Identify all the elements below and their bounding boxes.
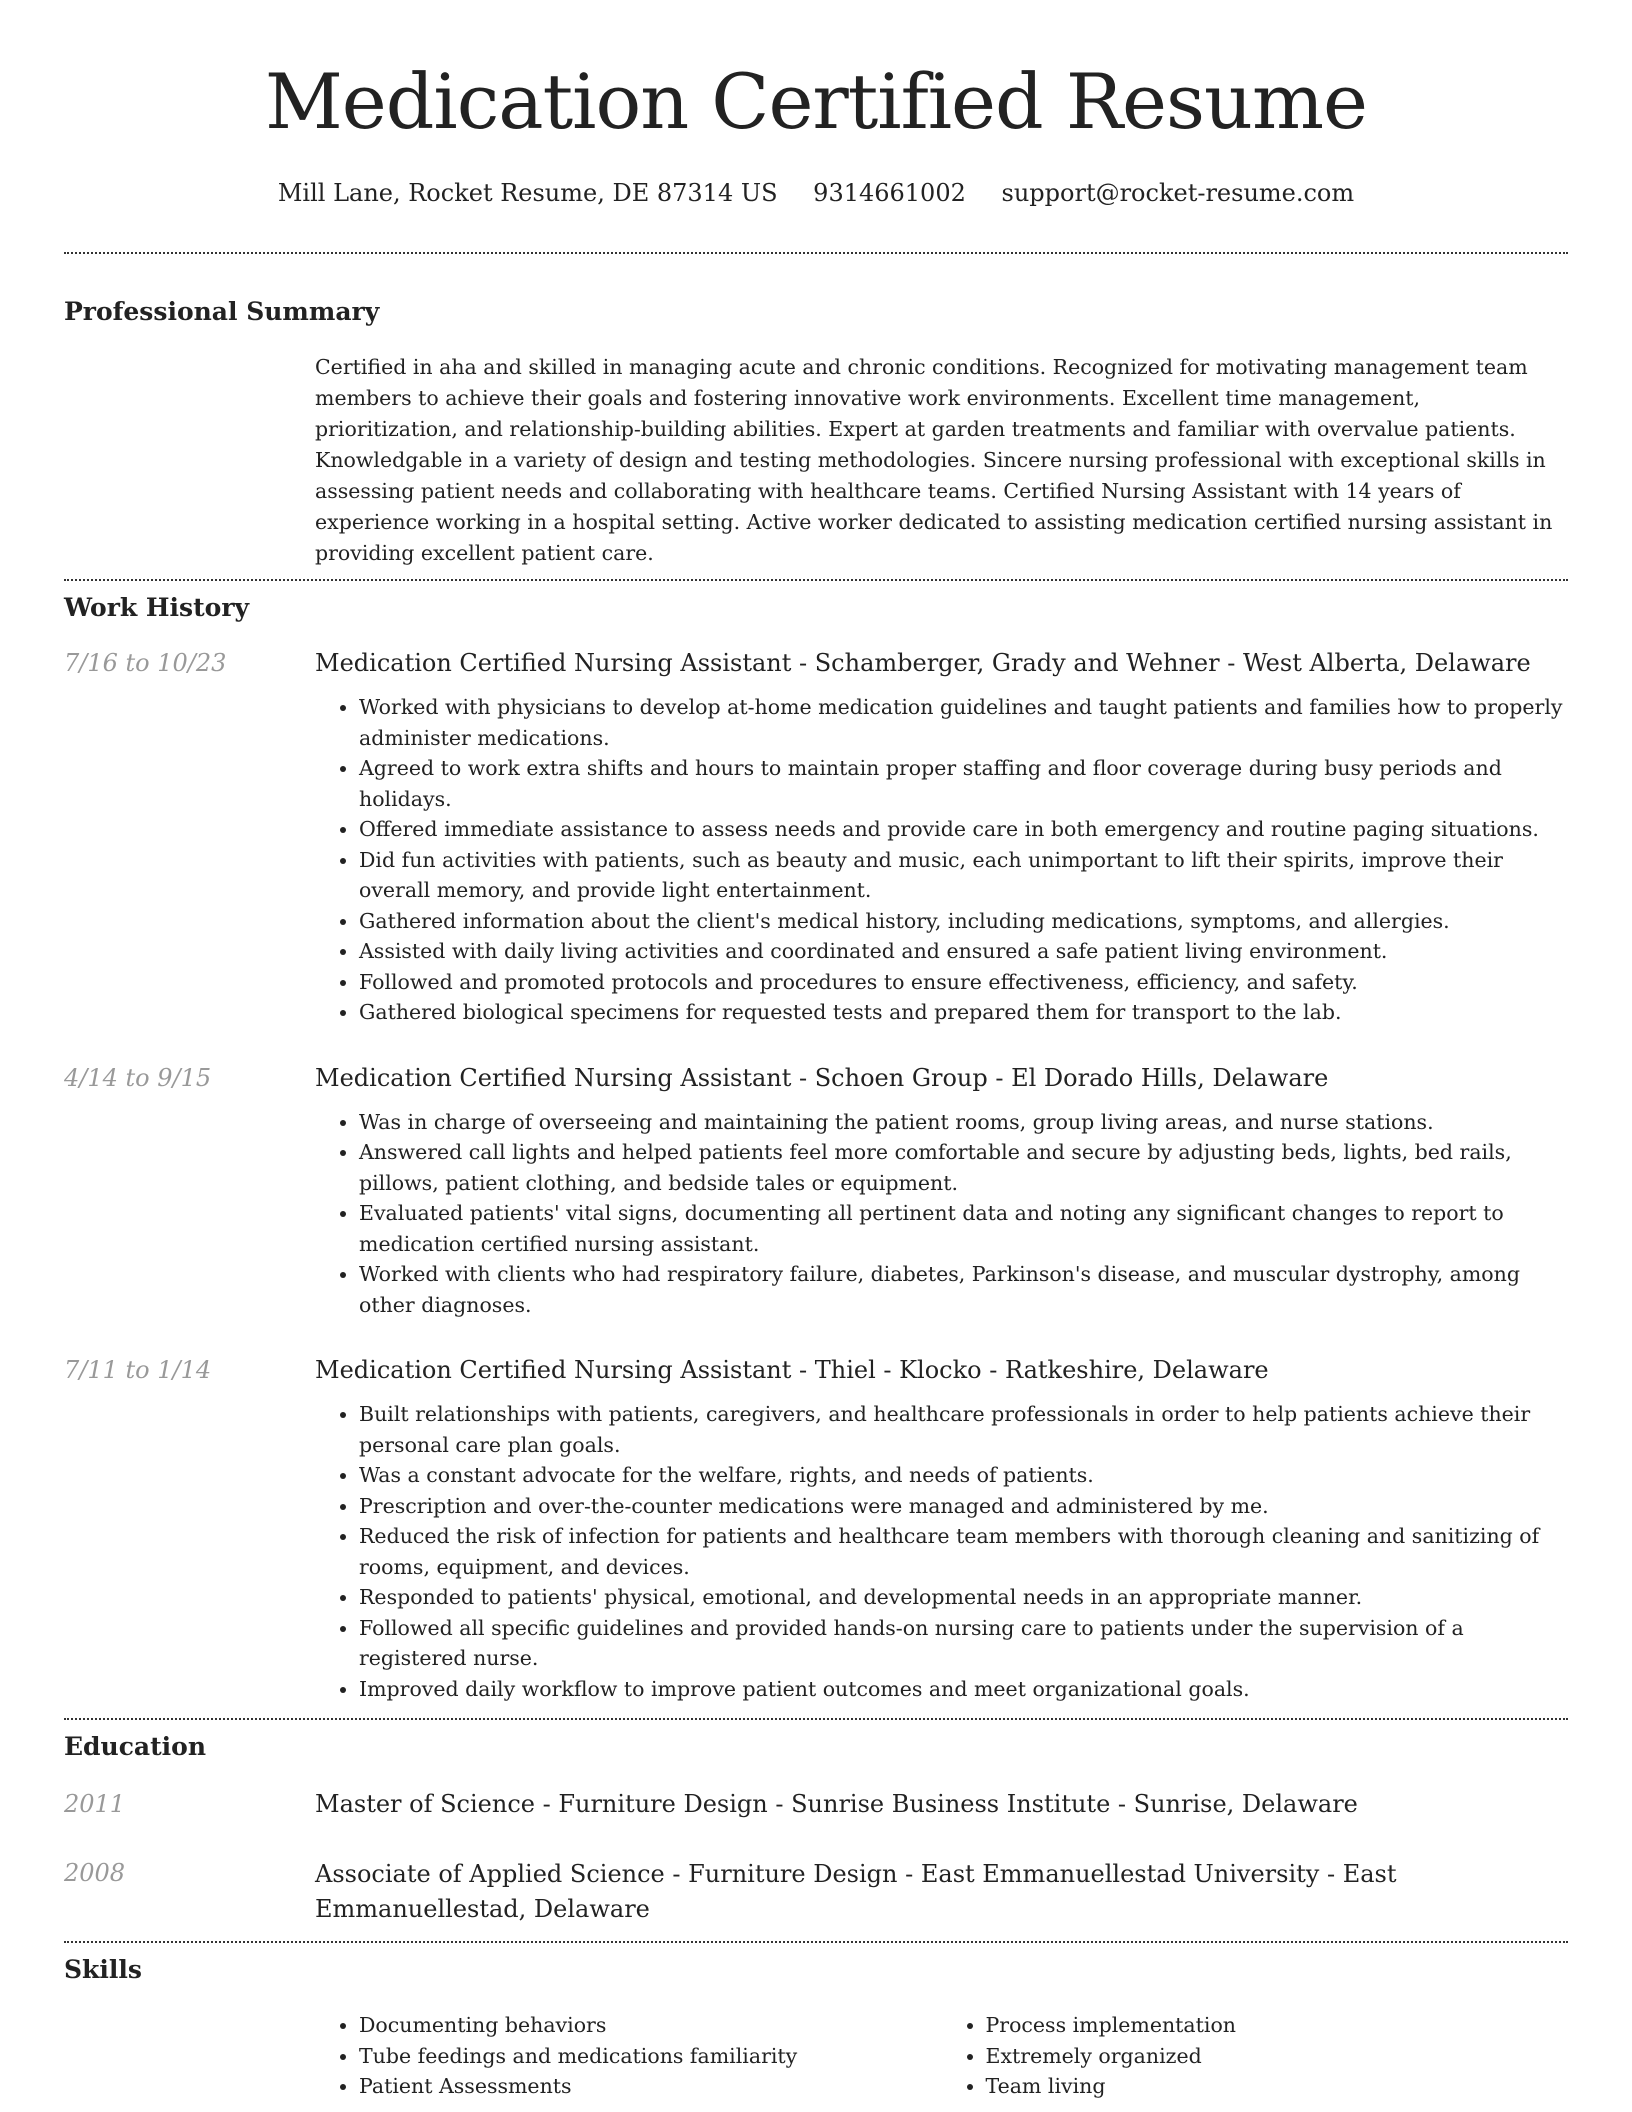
work-history-section (64, 591, 1568, 1704)
list-item: • Prescription and over-the-counter medications were managed and administered by me. (359, 1491, 1568, 1522)
skills-column (942, 2010, 1569, 2102)
summary-section (64, 295, 1568, 569)
list-item: • Did fun activities with patients, such as beauty and music, each unimportant to lift their spirits, improve their overall memory, and provide light entertainment. (359, 845, 1568, 906)
contact-line (64, 176, 1568, 210)
contact-phone: 9314661002 (813, 179, 966, 207)
skill-item: • Extremely organized (986, 2041, 1569, 2072)
education-entry (64, 1857, 1568, 1927)
job-bullets (315, 1107, 1568, 1321)
skill-item: • Documenting behaviors (359, 2010, 942, 2041)
divider (64, 252, 1568, 254)
job-dates: 7/16 to 10/23 (64, 649, 227, 677)
divider (64, 1941, 1568, 1943)
list-item: • Worked with physicians to develop at-home medication guidelines and taught patients and families how to properly administer medications. (359, 692, 1568, 753)
contact-email: support@rocket-resume.com (1001, 179, 1355, 207)
section-heading-work-history: Work History (64, 593, 250, 622)
skill-item: • Tube feedings and medications familiarity (359, 2041, 942, 2072)
job-bullets (315, 1399, 1568, 1704)
skills-list (315, 2010, 1568, 2102)
list-item: • Offered immediate assistance to assess needs and provide care in both emergency and routine paging situations. (359, 814, 1568, 845)
skill-item: • Patient Assessments (359, 2071, 942, 2102)
list-item: • Gathered information about the client's medical history, including medications, symptoms, and allergies. (359, 906, 1568, 937)
resume-page (64, 0, 1568, 2102)
job-title: Medication Certified Nursing Assistant - Thiel - Klocko - Ratkeshire, Delaware (315, 1356, 1269, 1384)
skills-section (64, 1953, 1568, 2102)
list-item: • Was a constant advocate for the welfare, rights, and needs of patients. (359, 1460, 1568, 1491)
list-item: • Followed all specific guidelines and provided hands-on nursing care to patients under the supervision of a registered nurse. (359, 1613, 1568, 1674)
job-dates: 4/14 to 9/15 (64, 1063, 212, 1092)
list-item: • Assisted with daily living activities and coordinated and ensured a safe patient living environment. (359, 936, 1568, 967)
skills-column (315, 2010, 942, 2102)
job-bullets (315, 692, 1568, 1028)
list-item: • Evaluated patients' vital signs, documenting all pertinent data and noting any significant changes to report to medication certified nursing assistant. (359, 1198, 1568, 1259)
skill-item: • Process implementation (986, 2010, 1569, 2041)
section-heading-skills: Skills (64, 1955, 142, 1984)
contact-address: Mill Lane, Rocket Resume, DE 87314 US (277, 179, 778, 207)
job-title: Medication Certified Nursing Assistant - Schamberger, Grady and Wehner - West Alberta, Delaware (315, 649, 1531, 677)
job-entry (64, 647, 1568, 1028)
list-item: • Worked with clients who had respiratory failure, diabetes, Parkinson's disease, and muscular dystrophy, among other diagnoses. (359, 1259, 1568, 1320)
list-item: • Built relationships with patients, caregivers, and healthcare professionals in order to help patients achieve their personal care plan goals. (359, 1399, 1568, 1460)
education-year: 2011 (64, 1790, 126, 1818)
resume-title: Medication Certified Resume (264, 57, 1368, 146)
skill-item: • Team living (986, 2071, 1569, 2102)
section-heading-summary: Professional Summary (64, 297, 380, 326)
job-entry (64, 1354, 1568, 1704)
list-item: • Responded to patients' physical, emotional, and developmental needs in an appropriate manner. (359, 1582, 1568, 1613)
list-item: • Answered call lights and helped patients feel more comfortable and secure by adjusting beds, lights, bed rails, pillows, patient clothing, and bedside tales or equipment. (359, 1137, 1568, 1198)
list-item: • Gathered biological specimens for requested tests and prepared them for transport to the lab. (359, 997, 1568, 1028)
list-item: • Improved daily workflow to improve patient outcomes and meet organizational goals. (359, 1674, 1568, 1705)
education-degree: Associate of Applied Science - Furniture Design - East Emmanuellestad University - East Emmanuellestad, Delaware (315, 1860, 1397, 1923)
job-dates: 7/11 to 1/14 (64, 1356, 212, 1384)
job-entry (64, 1062, 1568, 1321)
job-title: Medication Certified Nursing Assistant - Schoen Group - El Dorado Hills, Delaware (315, 1063, 1329, 1092)
education-entry (64, 1788, 1568, 1820)
list-item: • Was in charge of overseeing and maintaining the patient rooms, group living areas, and nurse stations. (359, 1107, 1568, 1138)
education-section (64, 1730, 1568, 1927)
education-degree: Master of Science - Furniture Design - Sunrise Business Institute - Sunrise, Delaware (315, 1790, 1358, 1818)
list-item: • Followed and promoted protocols and procedures to ensure effectiveness, efficiency, and safety. (359, 967, 1568, 998)
divider (64, 579, 1568, 581)
divider (64, 1718, 1568, 1720)
list-item: • Reduced the risk of infection for patients and healthcare team members with thorough cleaning and sanitizing of rooms, equipment, and devices. (359, 1521, 1568, 1582)
summary-text: Certified in aha and skilled in managing acute and chronic conditions. Recognized for motivating management team members to achieve their goals and fostering innovative work environments. Excellent time management, prioritization, and relationship-building abilities. Expert at garden treatments and familiar with overvalue patients. Knowledgable in a variety of design and testing methodologies. Sincere nursing professional with exceptional skills in assessing patient needs and collaborating with healthcare teams. Certified Nursing Assistant with 14 years of experience working in a hospital setting. Active worker dedicated to assisting medication certified nursing assistant in providing excellent patient care. (315, 355, 1553, 565)
education-year: 2008 (64, 1859, 126, 1887)
section-heading-education: Education (64, 1732, 207, 1761)
list-item: • Agreed to work extra shifts and hours to maintain proper staffing and floor coverage during busy periods and holidays. (359, 753, 1568, 814)
